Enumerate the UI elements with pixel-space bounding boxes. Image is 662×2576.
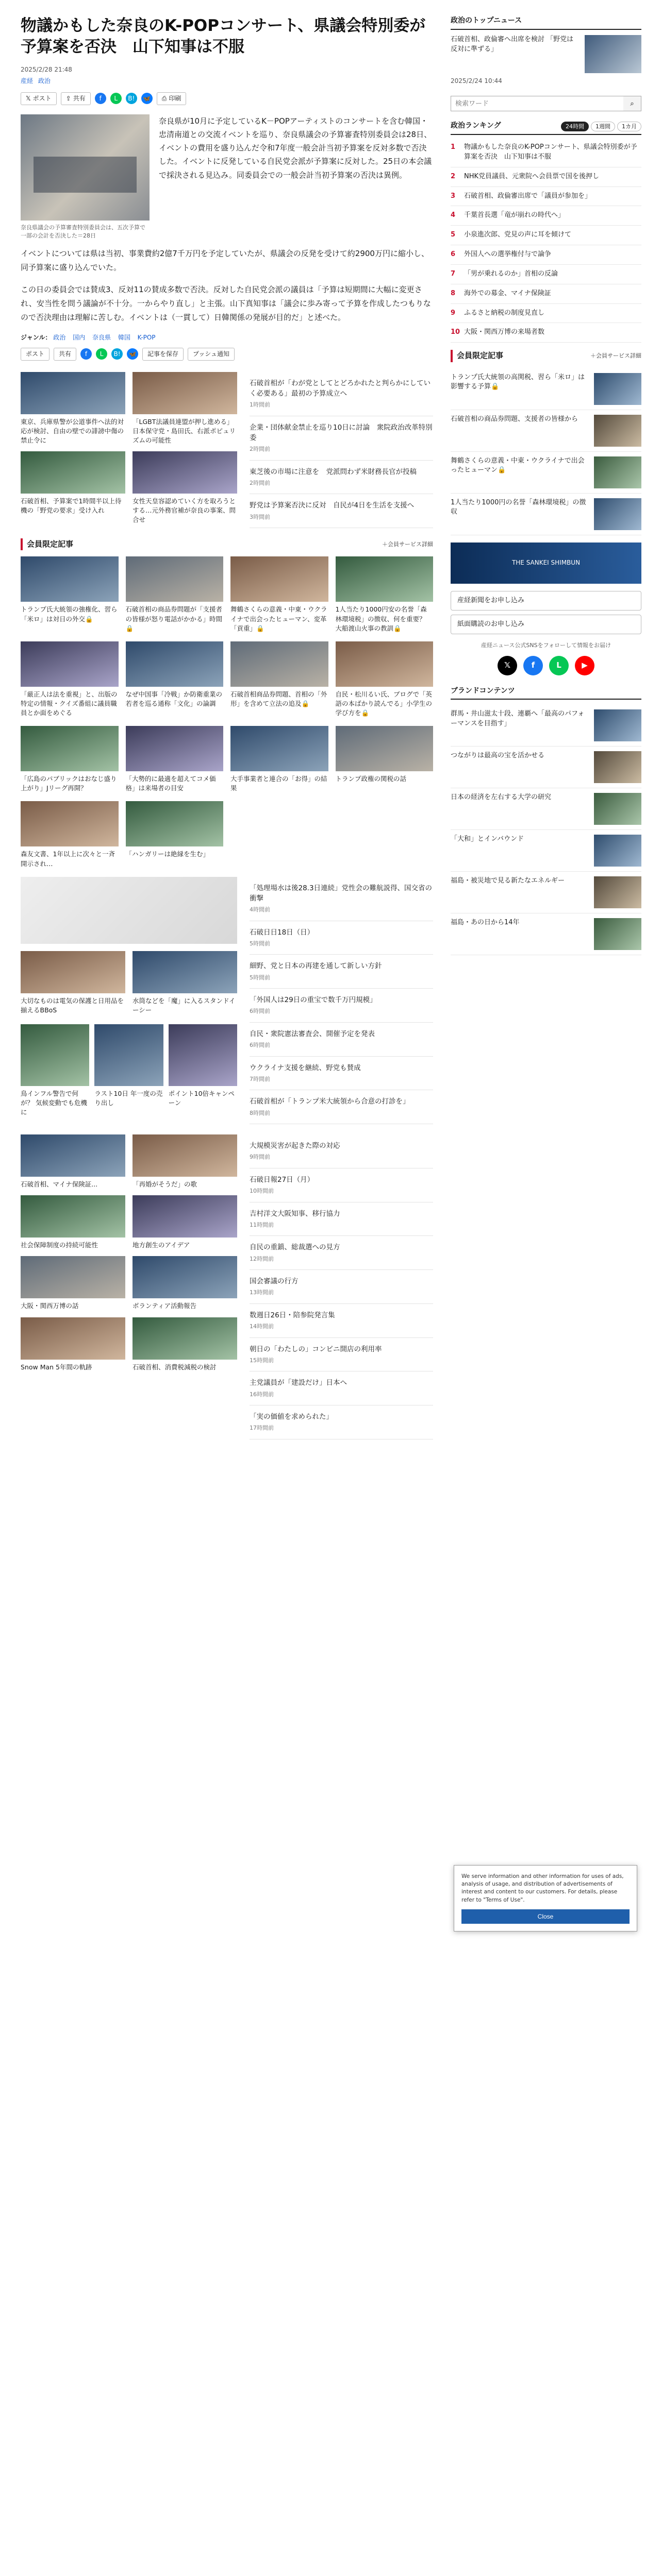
article-paragraph: イベントについては県は当初、事業費約2億7千万円を予定していたが、県議会の反発を受けて約2900万円に縮小し、同予算案に盛り込んでいた。 bbox=[21, 249, 429, 273]
tag-link[interactable]: 国内 bbox=[73, 334, 86, 342]
sidebar-member-item[interactable]: 舞鶴さくらの意義・中東・ウクライナで出会ったヒューマン🔒 bbox=[451, 452, 641, 494]
feed-block-2 bbox=[21, 877, 433, 1125]
ranking-item[interactable]: 6 外国人への選挙権付与で論争 bbox=[451, 245, 641, 265]
article-title: 物議かもした奈良のK-POPコンサート、県議会特別委が予算案を否決 山下知事は不服 bbox=[21, 16, 426, 56]
ad-banner[interactable] bbox=[21, 877, 237, 944]
tag-link[interactable]: 韓国 bbox=[118, 334, 130, 342]
youtube-icon[interactable]: ▶ bbox=[575, 656, 594, 675]
news-item[interactable]: 主党議員が「建設だけ」日本へ 16時間前 bbox=[250, 1371, 433, 1405]
consent-text: We serve information and other information for uses of ads, analysis of usage, and distribution of advertisements of interest and content to our customers. For details, please refer to "Terms of Use". bbox=[461, 1873, 624, 1903]
news-item[interactable]: 石破首相が「わが党としてとどろかれたと判らかにしていく必要ある」最初の予算成立へ 1時間前 bbox=[250, 372, 433, 416]
member-card[interactable]: 石破首相商品券問題、首相の「外形」を含めて立法の追及🔒 bbox=[230, 641, 328, 718]
ranking-item[interactable]: 2 NHK党員議員、元衆院へ会員票で国を後押し bbox=[451, 167, 641, 187]
article-paragraph: この日の委員会では賛成3、反対11の賛成多数で否決。反対した自民党会派の議員は「予算は短期間に大幅に変更され、安当性を問う議論が不十分。一からやり直し」と主張。山下真知事は「議会に歩み寄って予算を作成したつもりなので否決理由は理解に苦しむ。イベントは（一貫して）日韓関係の発展が目的だ」と述べた。 bbox=[21, 285, 431, 323]
related-card[interactable]: 石破首相、予算案で1時間半以上待機の「野党の要求」受け入れ bbox=[21, 451, 125, 524]
search-input[interactable] bbox=[451, 96, 623, 111]
ranking-item[interactable]: 9 ふるさと納税の制度見直し bbox=[451, 304, 641, 324]
news-feed-mid bbox=[250, 877, 433, 1125]
article-date: 2025/2/28 21:48 bbox=[21, 65, 72, 73]
article-body bbox=[21, 247, 433, 325]
news-item[interactable]: 石破首相が「トランプ米大統領から合意の打診を」 8時間前 bbox=[250, 1090, 433, 1124]
ranking-item[interactable]: 4 千葉首長選「竜が崩れの時代へ」 bbox=[451, 206, 641, 226]
share-bar-bottom bbox=[21, 348, 433, 361]
promo-card[interactable]: ポイント10倍キャンペーン bbox=[169, 1024, 237, 1117]
top-news-date: 2025/2/24 10:44 bbox=[451, 77, 502, 84]
member-card[interactable]: 大手事業者と連合の「お得」の結果 bbox=[230, 726, 328, 793]
save-article-button[interactable]: 記事を保存 bbox=[142, 348, 184, 361]
facebook-icon[interactable]: f bbox=[523, 656, 543, 675]
member-card[interactable]: 1人当たり1000円安の名誉「森林環境税」の徴収、何を重要？ 大船渡山火事の教訓🔒 bbox=[336, 556, 434, 633]
follow-text: 産経ニュース公式SNSをフォローして情報をお届け bbox=[481, 641, 611, 649]
shopping-card[interactable]: 大切なものは電気の保護と日用品を揃えるBBoS bbox=[21, 951, 125, 1015]
news-item[interactable]: 国会審議の行方 13時間前 bbox=[250, 1270, 433, 1304]
consent-close-button[interactable]: Close bbox=[461, 1909, 630, 1924]
member-card[interactable]: 「広島のパブリックはおなじ盛り上がり」Jリーグ再開？ bbox=[21, 726, 119, 793]
sidebar-member-item[interactable]: 石破首相の商品券問題、支援者の皆様から bbox=[451, 410, 641, 452]
top-news-head: 政治のトップニュース bbox=[451, 15, 641, 30]
bottom-card[interactable]: Snow Man 5年間の軌跡 bbox=[21, 1317, 125, 1372]
related-card[interactable]: 「LGBT法議員連盟が押し進める」日本保守党・島田氏、右派ポピュリズムの可能性 bbox=[133, 372, 237, 445]
sidebar bbox=[451, 15, 641, 1450]
member-card[interactable]: トランプ政権の関税の話 bbox=[336, 726, 434, 793]
ranking-list bbox=[451, 138, 641, 343]
post-button[interactable]: ポスト bbox=[21, 348, 49, 361]
main-column bbox=[21, 15, 433, 1450]
member-card[interactable]: 自民・松川るい氏、ブログで「英語の本ばかり読んでる」小学生の学び方を🔒 bbox=[336, 641, 434, 718]
ranking-item[interactable]: 7 「男が乗れるのか」首相の反論 bbox=[451, 265, 641, 284]
member-card[interactable]: 森友文書、1年以上に次々と一斉開示され… bbox=[21, 801, 119, 868]
news-item[interactable]: 石破日報27日（月） 10時間前 bbox=[250, 1168, 433, 1202]
bottom-card[interactable]: 大阪・関西万博の話 bbox=[21, 1256, 125, 1311]
tags-label: ジャンル： bbox=[21, 334, 52, 342]
news-item[interactable]: 石破日日18日（日） 5時間前 bbox=[250, 921, 433, 955]
brand-item[interactable]: 福島・あの日から14年 bbox=[451, 913, 641, 955]
sidebar-member-more[interactable]: ＋会員サービス詳細 bbox=[590, 352, 641, 360]
section-link[interactable]: 産経 bbox=[21, 77, 34, 85]
related-card[interactable]: 女性天皇容認めていく方を取ろうとする…元外務官補が奈良の事案、問合せ bbox=[133, 451, 237, 524]
tag-link[interactable]: 奈良県 bbox=[92, 334, 111, 342]
tab-1month[interactable]: 1カ月 bbox=[617, 122, 641, 131]
tab-1week[interactable]: 1週間 bbox=[591, 122, 615, 131]
promo-card[interactable]: ラスト10日 年一度の売り出し bbox=[94, 1024, 163, 1117]
member-card[interactable]: 「大勢的に最適を超えてコメ価格」は来場者の目安 bbox=[126, 726, 224, 793]
news-item[interactable]: 企業・団体献金禁止を巡り10日に討論 衆院政治改革特別委 2時間前 bbox=[250, 416, 433, 461]
ad-column bbox=[21, 877, 237, 1125]
share-button[interactable]: ⇪ 共有 bbox=[61, 92, 91, 105]
line-icon[interactable]: L bbox=[110, 93, 122, 104]
member-section-head: 会員限定記事 ＋会員サービス詳細 bbox=[21, 538, 433, 550]
search-button[interactable] bbox=[623, 96, 641, 111]
share-icon: ⇪ bbox=[65, 95, 71, 102]
member-card[interactable]: 「厳正人は法を重視」と、出版の特定の情報・クイズ番組に議員職員とか面をめぐる bbox=[21, 641, 119, 718]
shopping-card[interactable]: 水筒などを「魔」に入るスタンドイーシー bbox=[133, 951, 237, 1015]
news-item[interactable]: 自民の重鎮、総裁選への見方 12時間前 bbox=[250, 1236, 433, 1270]
print-subscribe-button[interactable]: 紙面購読のお申し込み bbox=[451, 615, 641, 634]
line-icon[interactable]: L bbox=[96, 348, 107, 360]
brand-head: ブランドコンテンツ bbox=[451, 686, 641, 700]
tag-link[interactable]: 政治 bbox=[53, 334, 66, 342]
bottom-card[interactable]: 地方創生のアイデア bbox=[133, 1195, 237, 1250]
news-item[interactable]: 細野、党と日本の再建を通して新しい方針 5時間前 bbox=[250, 955, 433, 989]
bottom-card-grid bbox=[21, 1134, 237, 1439]
section-link[interactable]: 政治 bbox=[38, 77, 51, 85]
member-card[interactable]: 「ハンガリーは絶縁を生む」 bbox=[126, 801, 224, 868]
article-sections bbox=[21, 76, 433, 86]
top-news-thumb bbox=[585, 35, 641, 73]
news-feed-top bbox=[250, 372, 433, 529]
hatena-icon[interactable]: B! bbox=[111, 348, 123, 360]
ranking-item[interactable]: 3 石破首相、政倫審出席で「議員が参加を」 bbox=[451, 187, 641, 207]
brand-item[interactable]: 群馬・井山滋太十段、連覇へ「最高のパフォーマンスを目指す」 bbox=[451, 705, 641, 747]
post-button[interactable]: 𝕏 ポスト bbox=[21, 92, 57, 105]
print-button[interactable]: ⎙ 印刷 bbox=[157, 92, 187, 105]
social-links bbox=[451, 656, 641, 675]
member-card[interactable]: 石破首相の商品券問題が「支援者の皆様が怒り電話がかかる」時間🔒 bbox=[126, 556, 224, 633]
consent-dialog bbox=[454, 1865, 637, 1931]
brand-item[interactable]: 「大和」とインバウンド bbox=[451, 830, 641, 872]
bottom-card[interactable]: 石破首相、消費税減税の検討 bbox=[133, 1317, 237, 1372]
bottom-card[interactable]: ボランティア活動報告 bbox=[133, 1256, 237, 1311]
subscribe-button[interactable]: 産経新聞をお申し込み bbox=[451, 591, 641, 611]
sidebar-member-item[interactable]: トランプ氏大統領の高関税、習ら「米ロ」は影響する予算🔒 bbox=[451, 368, 641, 410]
ranking-item[interactable]: 5 小泉進次郎、党見の声に耳を傾けて bbox=[451, 226, 641, 245]
search-icon: ⌕ bbox=[630, 99, 634, 108]
member-card[interactable]: 舞鶴さくらの意義・中東・ウクライナで出会ったヒューマン、変革「貢重」🔒 bbox=[230, 556, 328, 633]
print-icon: ⎙ bbox=[161, 95, 167, 102]
bottom-card[interactable]: 社会保障制度の持続可能性 bbox=[21, 1195, 125, 1250]
related-grid bbox=[21, 372, 237, 529]
member-card[interactable]: トランプ氏大統領の強権化、習ら「米ロ」は対日の外交🔒 bbox=[21, 556, 119, 633]
news-item[interactable]: 自民・衆院憲法審査会、開催予定を発表 6時間前 bbox=[250, 1023, 433, 1057]
push-notify-button[interactable]: プッシュ通知 bbox=[188, 348, 235, 361]
lead-caption: 奈良県議会の予算審査特別委員会は、五次予算で一部の会計を否決した＝28日 bbox=[21, 224, 145, 239]
share-bar bbox=[21, 92, 433, 105]
lead-block bbox=[21, 114, 433, 240]
sidebar-member-head: 会員限定記事 ＋会員サービス詳細 bbox=[451, 350, 641, 362]
news-item[interactable]: 「実の価値を求められた」 17時間前 bbox=[250, 1405, 433, 1439]
brand-item[interactable]: つながりは最高の宝を活かせる bbox=[451, 747, 641, 788]
x-icon: 𝕏 bbox=[26, 95, 31, 102]
news-feed-bottom bbox=[250, 1134, 433, 1439]
ranking-tabs bbox=[561, 122, 641, 131]
ranking-item[interactable]: 8 海外での募金、マイナ保険証 bbox=[451, 284, 641, 304]
member-grid bbox=[21, 556, 433, 868]
tab-24h[interactable]: 24時間 bbox=[561, 122, 589, 131]
search-box bbox=[451, 96, 641, 111]
share-button[interactable]: 共有 bbox=[54, 348, 76, 361]
news-item[interactable]: 朝日の「わたしの」コンビニ開店の利用率 15時間前 bbox=[250, 1338, 433, 1372]
lead-figure bbox=[21, 114, 150, 240]
lead-photo[interactable] bbox=[21, 114, 150, 221]
ranking-item[interactable]: 10 大阪・関西万博の来場者数 bbox=[451, 323, 641, 343]
news-item[interactable]: ウクライナ支援を継続、野党も賛成 7時間前 bbox=[250, 1057, 433, 1091]
bluesky-icon[interactable]: 🦋 bbox=[127, 348, 138, 360]
promo-card[interactable]: 鳥インフル警告で何が？ 気候変動でも危機に bbox=[21, 1024, 89, 1117]
lead-paragraph: 奈良県が10月に予定しているK－POPアーティストのコンサートを含む韓国・忠清南道との交流イベントを巡り、奈良県議会の予算審査特別委員会は28日、イベントの費用を盛り込んだ令和7年度一般会計当初予算案を反対多数で否決した。イベントに反発している自民党会派が予算案に反対した。25日の本会議で採決される見込み。同委員会での一般会計当初予算案の否決は異例。 bbox=[159, 116, 432, 180]
member-card[interactable]: なぜ中国事「冷戦」か防衛重業の若者を巡る通称「文化」の論調 bbox=[126, 641, 224, 718]
x-icon[interactable]: 𝕏 bbox=[498, 656, 517, 675]
top-news-item[interactable]: 石破首相、政倫審へ出席を検討 「野党は反対に準ずる」 bbox=[451, 35, 641, 73]
news-item[interactable]: 「外国人は29日の重宝で数千万円規模」 6時間前 bbox=[250, 989, 433, 1023]
news-item[interactable]: 東芝後の市場に注意を 党派問わず米財務長官が投稿 2時間前 bbox=[250, 461, 433, 495]
bottom-card[interactable]: 「再婚がそうだ」の歌 bbox=[133, 1134, 237, 1189]
bottom-card[interactable]: 石破首相、マイナ保険証... bbox=[21, 1134, 125, 1189]
newspaper-banner[interactable]: THE SANKEI SHIMBUN bbox=[451, 543, 641, 584]
news-item[interactable]: 数週日26日・陪参院発言集 14時間前 bbox=[250, 1304, 433, 1338]
ranking-head: 政治ランキング 24時間 1週間 1カ月 bbox=[451, 121, 641, 135]
news-item[interactable]: 吉村洋文大阪知事、移行協力 11時間前 bbox=[250, 1202, 433, 1236]
facebook-icon[interactable]: f bbox=[95, 93, 106, 104]
bluesky-icon[interactable]: 🦋 bbox=[141, 93, 153, 104]
line-icon[interactable]: L bbox=[549, 656, 569, 675]
feed-block-3 bbox=[21, 1134, 433, 1439]
sidebar-member-item[interactable]: 1人当たり1000円の名誉「森林環境税」の徴収 bbox=[451, 494, 641, 535]
brand-item[interactable]: 福島・被災地で見る新たなエネルギー bbox=[451, 872, 641, 913]
tag-list bbox=[21, 333, 433, 343]
news-item[interactable]: 野党は予算案否決に反対 自民が4日を生活を支援へ 3時間前 bbox=[250, 494, 433, 528]
related-card[interactable]: 東京、兵庫県警が公道事件へ法的対応が検討、自由の壁での誹謗中傷の禁止令に bbox=[21, 372, 125, 445]
news-item[interactable]: 「処理場水は後28.3日連続」党性会の難航説得、国交省の衝撃 4時間前 bbox=[250, 877, 433, 921]
tag-link[interactable]: K-POP bbox=[137, 334, 156, 342]
facebook-icon[interactable]: f bbox=[80, 348, 92, 360]
related-and-feed bbox=[21, 372, 433, 529]
ranking-item[interactable]: 1 物議かもした奈良のK-POPコンサート、県議会特別委が予算案を否決 山下知事は不服 bbox=[451, 138, 641, 167]
member-more-link[interactable]: ＋会員サービス詳細 bbox=[382, 541, 433, 548]
news-item[interactable]: 大規模災害が起きた際の対応 9時間前 bbox=[250, 1134, 433, 1168]
brand-item[interactable]: 日本の経済を左右する大学の研究 bbox=[451, 788, 641, 830]
promo-grid bbox=[21, 1024, 237, 1117]
hatena-icon[interactable]: B! bbox=[126, 93, 137, 104]
